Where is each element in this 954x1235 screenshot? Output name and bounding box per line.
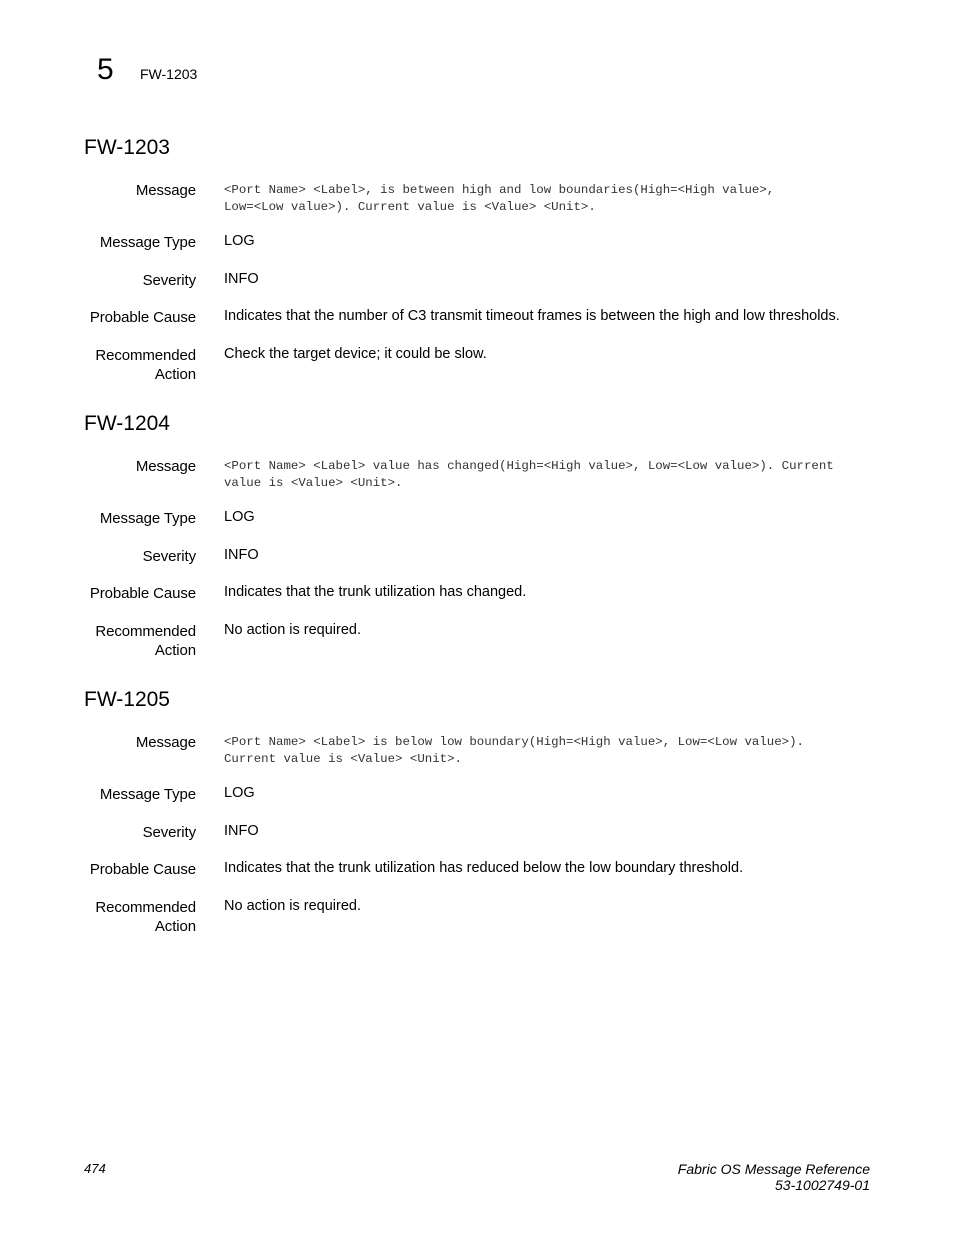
probable-cause-label: Probable Cause — [89, 309, 196, 326]
message-text-line: <Port Name> <Label>, is between high and low boundaries(High=<High value>, — [224, 183, 775, 197]
message-type-label: Message Type — [99, 786, 196, 803]
recommended-label-line: Recommended — [95, 899, 196, 916]
probable-cause-value: Indicates that the trunk utilization has reduced below the low boundary threshold. — [224, 860, 744, 876]
running-head: FW-1203 — [140, 66, 198, 82]
message-type-value: LOG — [224, 785, 255, 801]
message-text-line: Low=<Low value>). Current value is <Value> <Unit>. — [224, 200, 596, 214]
recommended-label-line: Recommended — [95, 347, 196, 364]
recommended-action-label — [36, 346, 196, 384]
recommended-action-value: No action is required. — [224, 898, 362, 914]
entry-title: FW-1205 — [84, 688, 170, 711]
chapter-number: 5 — [97, 53, 114, 86]
recommended-action-label — [36, 898, 196, 936]
severity-value: INFO — [224, 271, 259, 287]
entry-title: FW-1204 — [84, 412, 170, 435]
recommended-label-line: Recommended — [95, 623, 196, 640]
message-type-value: LOG — [224, 509, 255, 525]
doc-number: 53-1002749-01 — [775, 1177, 870, 1193]
entry-title: FW-1203 — [84, 136, 170, 159]
message-type-label: Message Type — [99, 510, 196, 527]
message-type-label: Message Type — [99, 234, 196, 251]
probable-cause-value: Indicates that the number of C3 transmit timeout frames is between the high and low thresholds. — [224, 308, 840, 324]
recommended-action-value: No action is required. — [224, 622, 362, 638]
message-text-line: Current value is <Value> <Unit>. — [224, 752, 462, 766]
message-text — [224, 734, 874, 768]
message-text — [224, 182, 874, 216]
recommended-action-value: Check the target device; it could be slow. — [224, 346, 487, 362]
message-text-line: <Port Name> <Label> is below low boundary(High=<High value>, Low=<Low value>). — [224, 735, 804, 749]
recommended-label-line: Action — [154, 918, 196, 935]
message-text-line: <Port Name> <Label> value has changed(High=<High value>, Low=<Low value>). Current — [224, 459, 834, 473]
severity-value: INFO — [224, 823, 259, 839]
footer-doc-info — [678, 1161, 870, 1193]
probable-cause-value: Indicates that the trunk utilization has changed. — [224, 584, 527, 600]
recommended-label-line: Action — [154, 366, 196, 383]
recommended-action-label — [36, 622, 196, 660]
severity-value: INFO — [224, 547, 259, 563]
severity-label: Severity — [142, 548, 196, 565]
message-type-value: LOG — [224, 233, 255, 249]
message-label: Message — [135, 458, 196, 475]
doc-title: Fabric OS Message Reference — [677, 1161, 870, 1177]
severity-label: Severity — [142, 824, 196, 841]
message-text — [224, 458, 874, 492]
message-label: Message — [135, 182, 196, 199]
probable-cause-label: Probable Cause — [89, 861, 196, 878]
severity-label: Severity — [142, 272, 196, 289]
probable-cause-label: Probable Cause — [89, 585, 196, 602]
recommended-label-line: Action — [154, 642, 196, 659]
message-text-line: value is <Value> <Unit>. — [224, 476, 403, 490]
page-number: 474 — [84, 1161, 106, 1176]
message-label: Message — [135, 734, 196, 751]
